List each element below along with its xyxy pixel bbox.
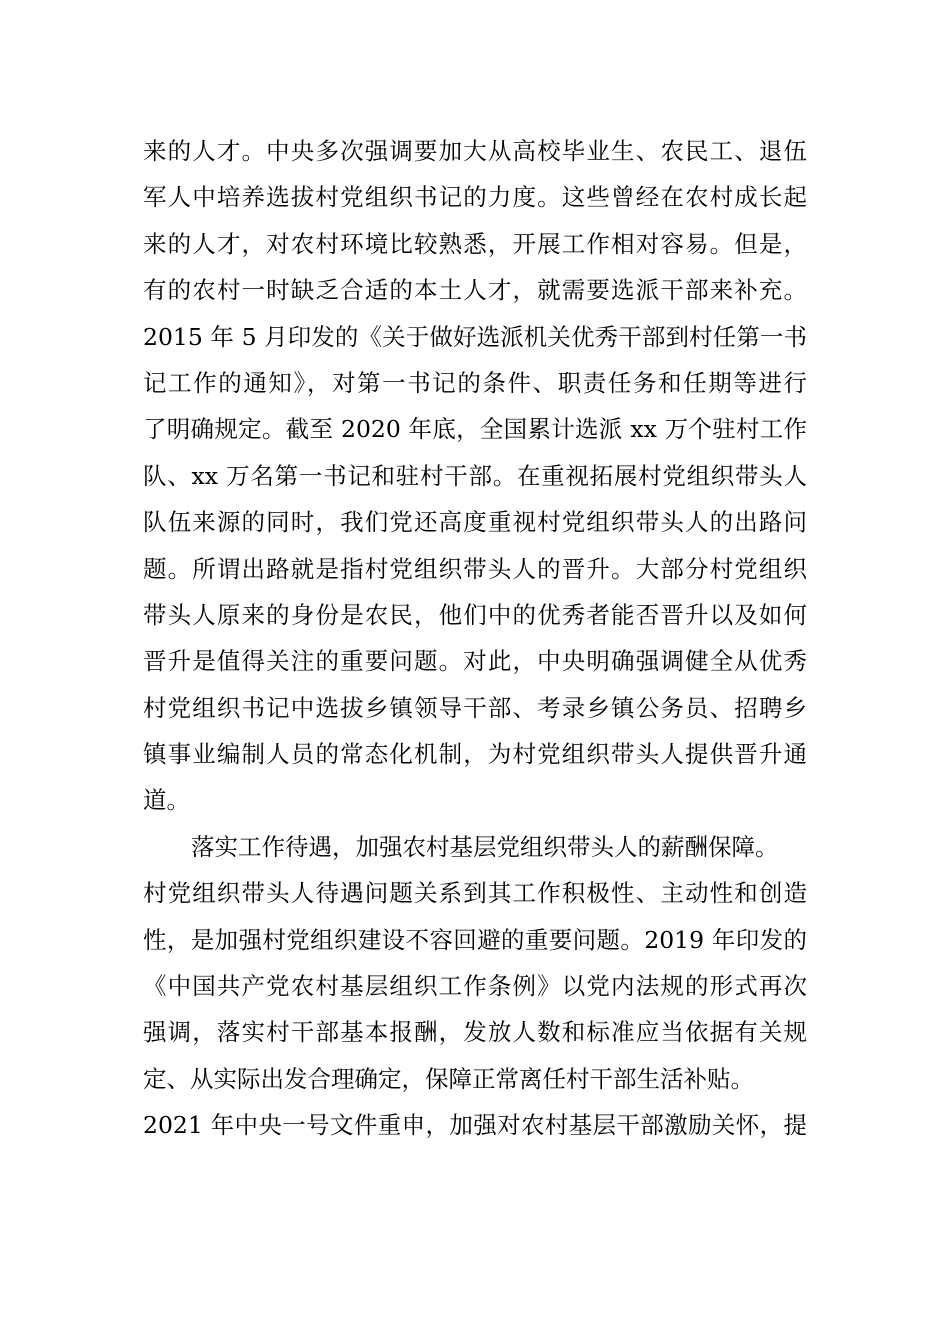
text-line: 来的人才。中央多次强调要加大从高校毕业生、农民工、退伍 <box>143 137 807 165</box>
text-line: 《中国共产党农村基层组织工作条例》以党内法规的形式再次 <box>143 972 807 1001</box>
text-line: 村党组织带头人待遇问题关系到其工作积极性、主动性和创造 <box>143 879 807 908</box>
text-line: 队、xx 万名第一书记和驻村干部。在重视拓展村党组织带头人 <box>143 461 807 490</box>
text-line: 了明确规定。截至 2020 年底，全国累计选派 xx 万个驻村工作 <box>143 415 807 444</box>
text-line: 2015 年 5 月印发的《关于做好选派机关优秀干部到村任第一书 <box>143 322 807 351</box>
text-line: 性，是加强村党组织建设不容回避的重要问题。2019 年印发的 <box>143 925 807 954</box>
text-line: 记工作的通知》，对第一书记的条件、职责任务和任期等进行 <box>143 368 807 397</box>
paragraph-2 <box>143 824 807 1149</box>
text-line: 定、从实际出发合理确定，保障正常离任村干部生活补贴。 <box>143 1064 754 1093</box>
text-line: 晋升是值得关注的重要问题。对此，中央明确强调健全从优秀 <box>143 647 807 676</box>
text-line: 落实工作待遇，加强农村基层党组织带头人的薪酬保障。 <box>191 832 779 861</box>
text-line: 2021 年中央一号文件重申，加强对农村基层干部激励关怀，提 <box>143 1111 807 1140</box>
text-line: 道。 <box>143 786 190 815</box>
text-line: 题。所谓出路就是指村党组织带头人的晋升。大部分村党组织 <box>143 554 807 583</box>
text-line: 军人中培养选拔村党组织书记的力度。这些曾经在农村成长起 <box>143 183 807 212</box>
document-body <box>143 128 807 1149</box>
text-line: 队伍来源的同时，我们党还高度重视村党组织带头人的出路问 <box>143 508 807 537</box>
text-line: 强调，落实村干部基本报酬，发放人数和标准应当依据有关规 <box>143 1018 807 1047</box>
text-line: 来的人才，对农村环境比较熟悉，开展工作相对容易。但是， <box>143 229 807 258</box>
text-line: 镇事业编制人员的常态化机制，为村党组织带头人提供晋升通 <box>143 740 807 769</box>
text-line: 带头人原来的身份是农民，他们中的优秀者能否晋升以及如何 <box>143 600 807 629</box>
text-line: 有的农村一时缺乏合适的本土人才，就需要选派干部来补充。 <box>143 276 807 305</box>
paragraph-1 <box>143 128 807 824</box>
text-line: 村党组织书记中选拔乡镇领导干部、考录乡镇公务员、招聘乡 <box>143 693 807 722</box>
